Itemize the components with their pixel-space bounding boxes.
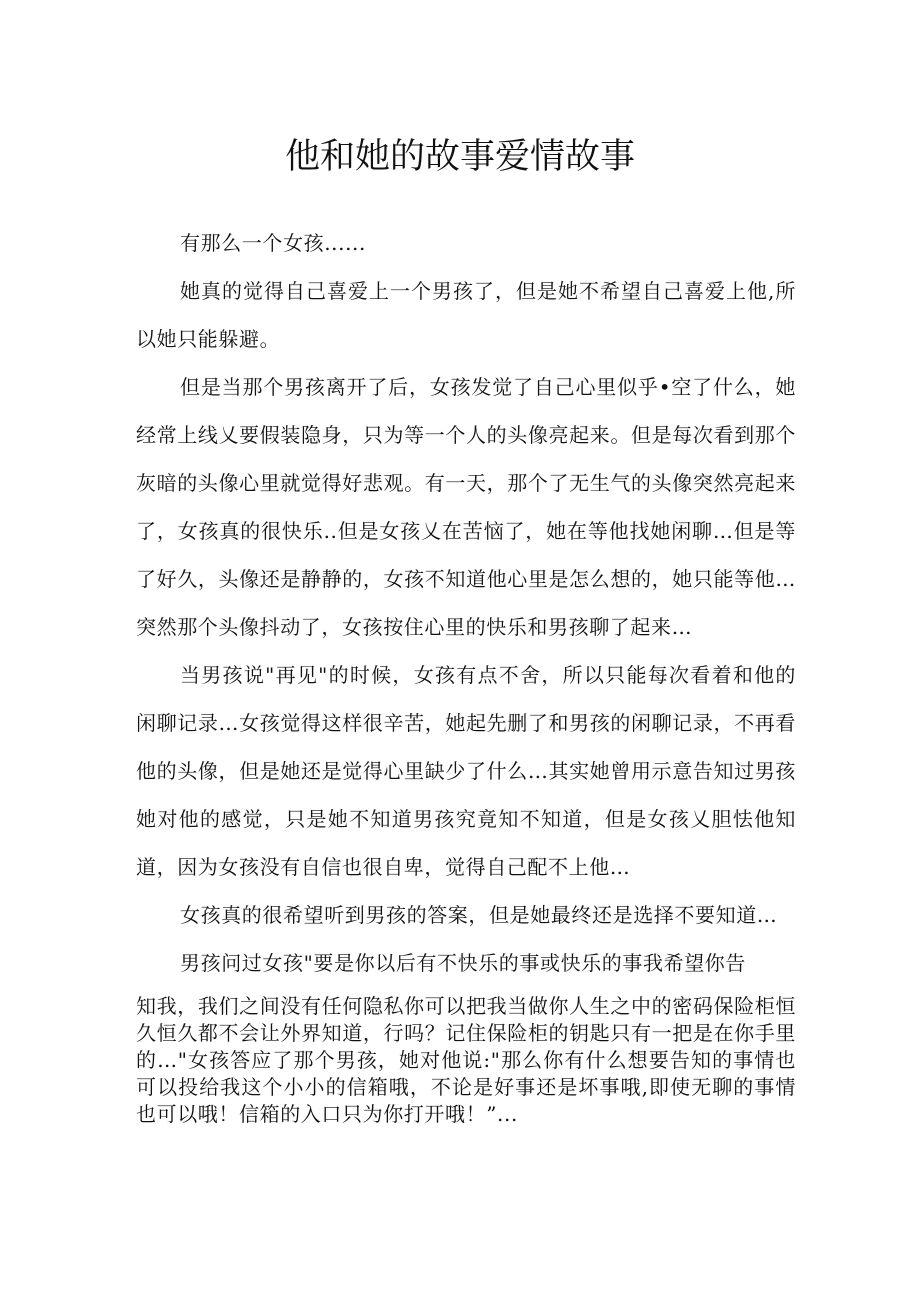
paragraph-5: 女孩真的很希望听到男孩的答案，但是她最终还是选择不要知道…: [180, 903, 778, 927]
paragraph-3: 但是当那个男孩离开了后，女孩发觉了自己心里似乎•空了什么，她经常上线乂要假装隐身，只为等一个人的头像亮起来。但是每次看到那个灰暗的头像心里就觉得好悲观。有一天，那个了无生气的头像突然亮起来了，女孩真的很快乐..但是女孩乂在苦恼了，她在等他找她闲聊…但是等了好久，头像还是静静的，女孩不知道他心里是怎么想的，她只能等他…突然那个头像抖动了，女孩按住心里的快乐和男孩聊了起来…: [136, 375, 796, 639]
paragraph-2: 她真的觉得自己喜爱上一个男孩了，但是她不希望自己喜爱上他,所以她只能躲避。: [136, 279, 796, 351]
paragraph-1: 有那么一个女孩......: [180, 231, 366, 255]
paragraph-4: 当男孩说"再见"的时候，女孩有点不舍，所以只能每次看着和他的闲聊记录…女孩觉得这样很辛苦，她起先删了和男孩的闲聊记录，不再看他的头像，但是她还是觉得心里缺少了什么…其实她曾用示意告知过男孩她对他的感觉，只是她不知道男孩究竟知不知道，但是女孩乂胆怯他知道，因为女孩没有自信也很自卑，觉得自己配不上他…: [136, 663, 796, 879]
paragraph-6: 男孩问过女孩"要是你以后有不快乐的事或快乐的事我希望你告: [180, 951, 746, 975]
document-title: 他和她的故事爱情故事: [284, 137, 635, 177]
paragraph-7: 知我，我们之间没有任何隐私你可以把我当做你人生之中的密码保险柜恒久恒久都不会让外界知道，行吗？记住保险柜的钥匙只有一把是在你手里的…"女孩答应了那个男孩，她对他说:"那么你有什么想要告知的事情也可以投给我这个小小的信箱哦，不论是好事还是坏事哦,即使无聊的事情也可以哦！信箱的入口只为你打开哦！”...: [136, 994, 796, 1126]
